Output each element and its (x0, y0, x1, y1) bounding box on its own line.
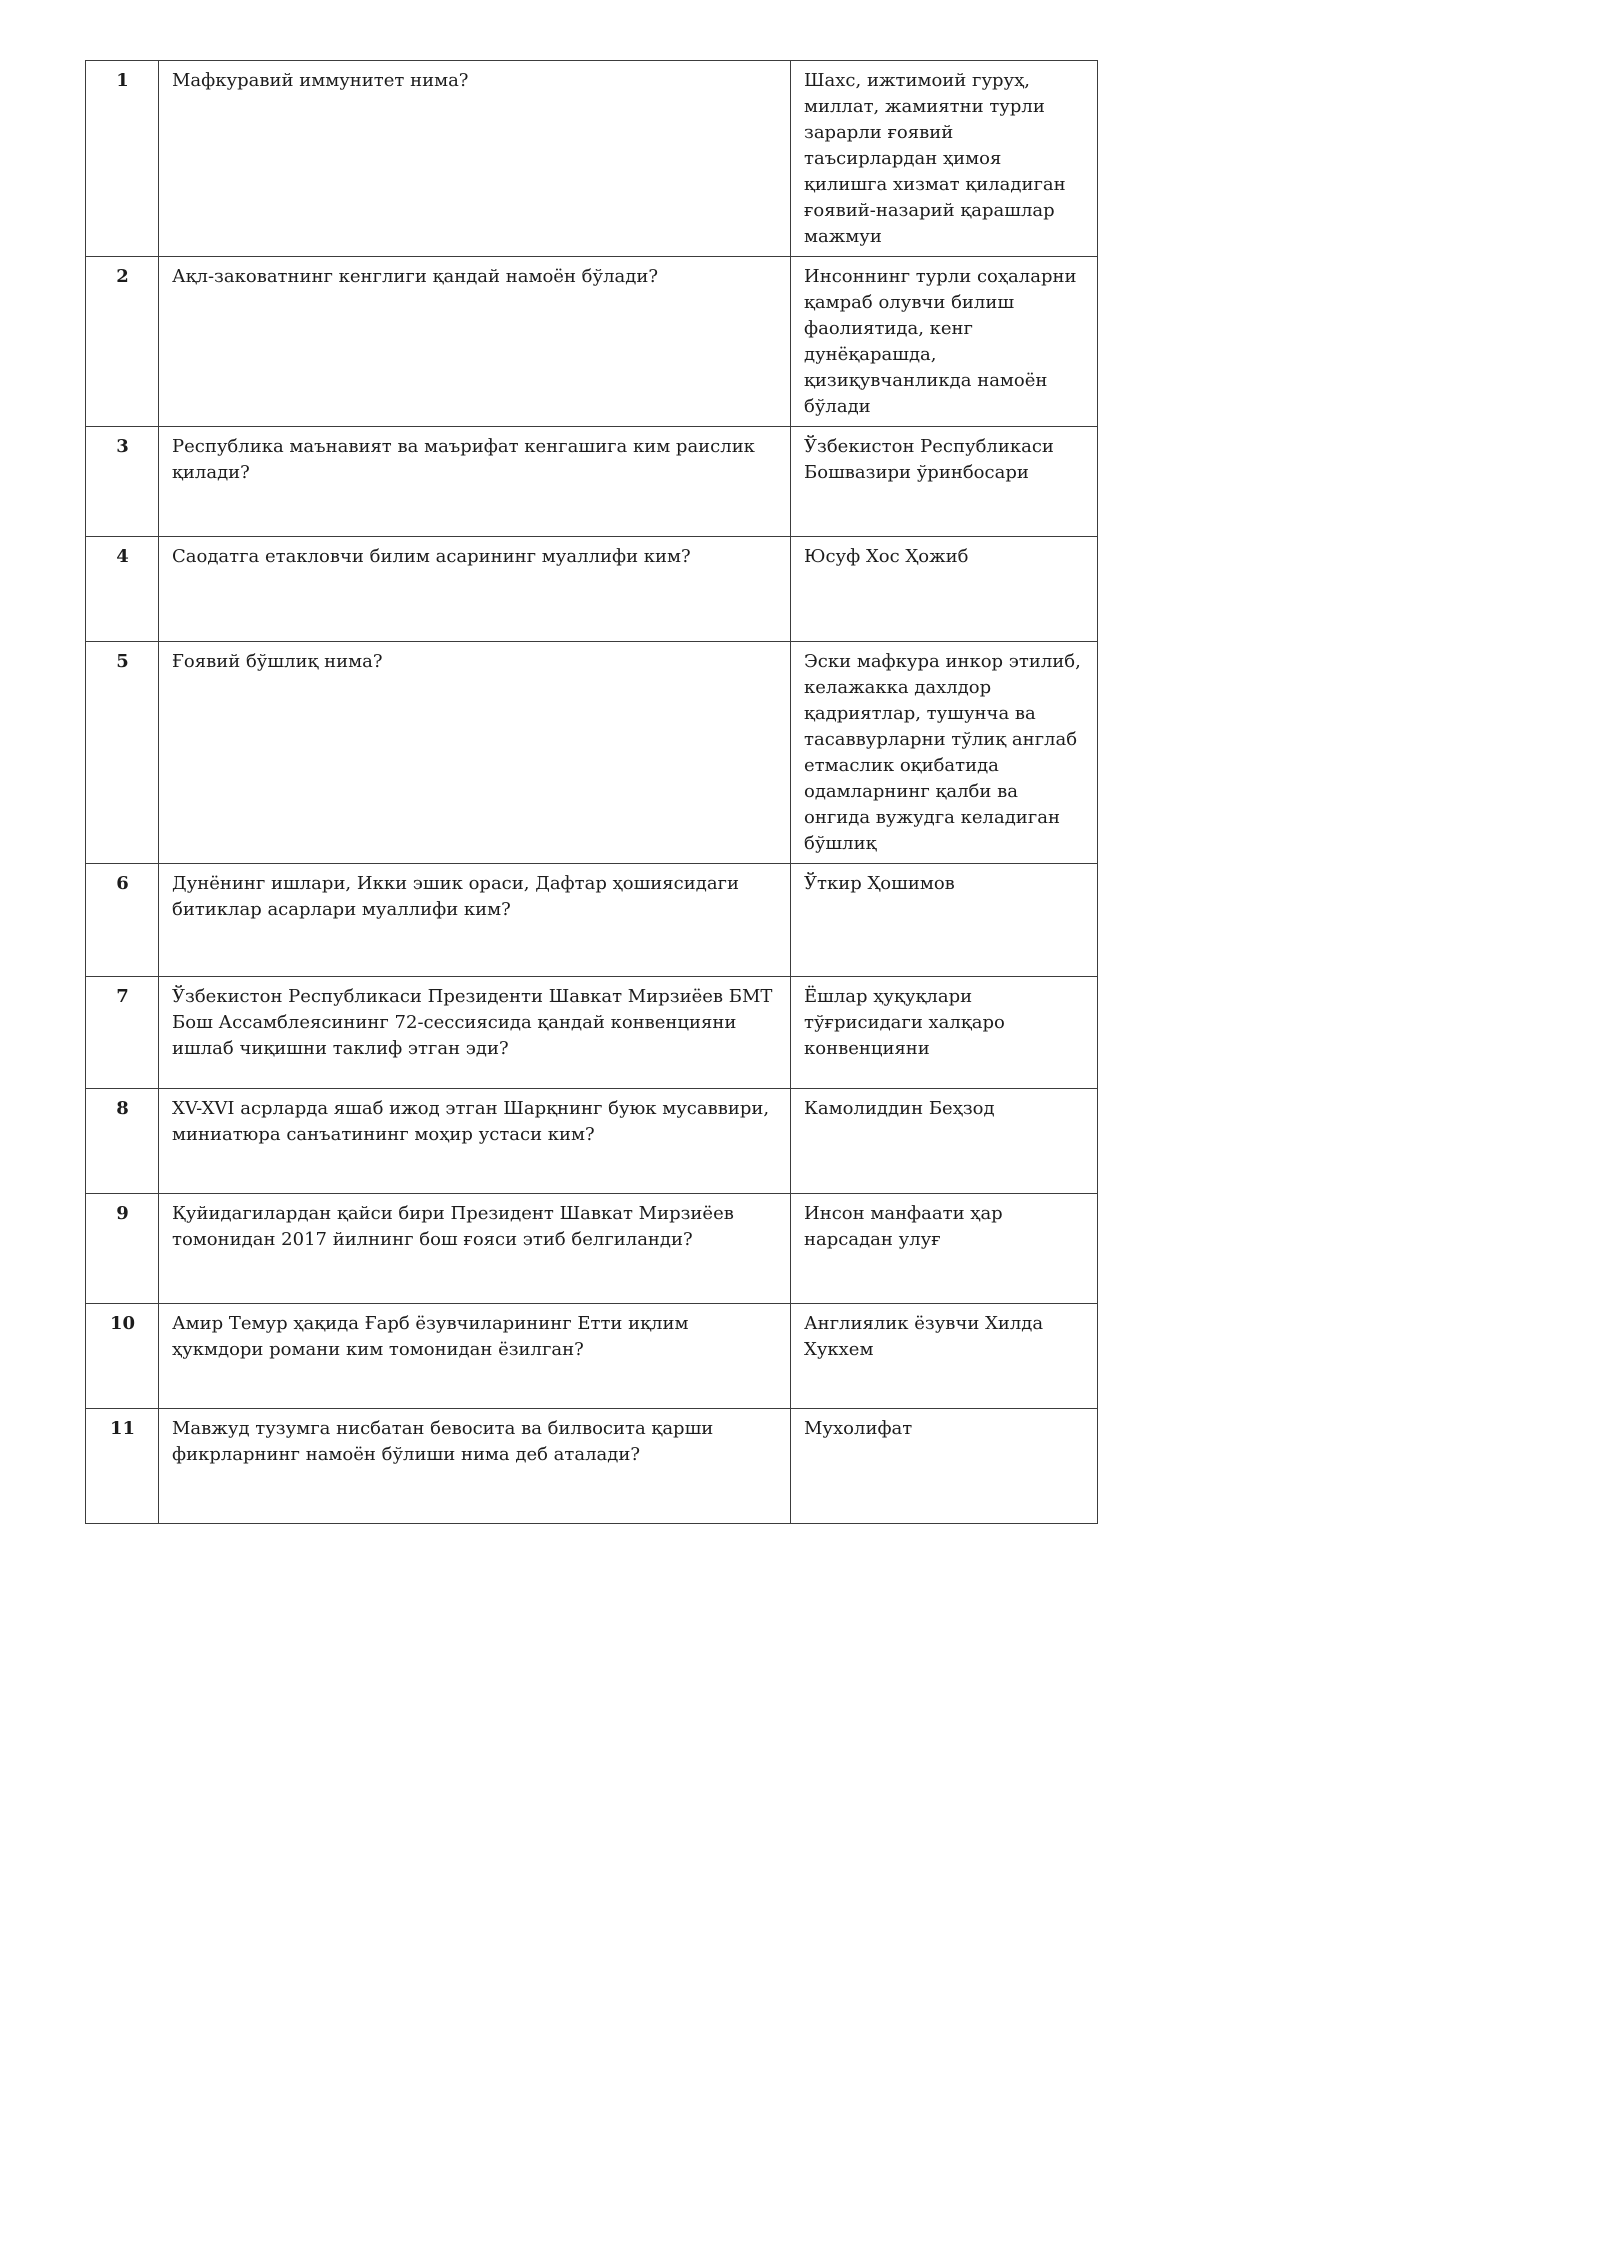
table-row (86, 1089, 1098, 1194)
table-row (86, 427, 1098, 537)
question-cell: Амир Темур ҳақида Ғарб ёзувчиларининг Етти иқлим ҳукмдори романи ким томонидан ёзилган? (159, 1304, 791, 1409)
answer-cell: Инсон манфаати ҳар нарсадан улуғ (791, 1194, 1098, 1304)
row-number-cell: 3 (86, 427, 159, 537)
answer-cell: Камолиддин Беҳзод (791, 1089, 1098, 1194)
question-cell: Ғоявий бўшлиқ нима? (159, 642, 791, 864)
question-cell: Ақл-заковатнинг кенглиги қандай намоён бўлади? (159, 257, 791, 427)
table-row (86, 977, 1098, 1089)
row-number-cell: 10 (86, 1304, 159, 1409)
row-number-cell: 5 (86, 642, 159, 864)
question-cell: Мафкуравий иммунитет нима? (159, 61, 791, 257)
table-row (86, 537, 1098, 642)
row-number-cell: 4 (86, 537, 159, 642)
table-row (86, 864, 1098, 977)
question-cell: Дунёнинг ишлари, Икки эшик ораси, Дафтар ҳошиясидаги битиклар асарлари муаллифи ким? (159, 864, 791, 977)
answer-cell: Ўзбекистон Республикаси Бошвазири ўринбосари (791, 427, 1098, 537)
answer-cell: Мухолифат (791, 1409, 1098, 1524)
question-cell: Мавжуд тузумга нисбатан бевосита ва билвосита қарши фикрларнинг намоён бўлиши нима деб аталади? (159, 1409, 791, 1524)
question-answer-table (85, 60, 1098, 1524)
question-cell: Ўзбекистон Республикаси Президенти Шавкат Мирзиёев БМТ Бош Ассамблеясининг 72-сессиясида қандай конвенцияни ишлаб чиқишни таклиф этган эди? (159, 977, 791, 1089)
table-row (86, 1409, 1098, 1524)
table-row (86, 257, 1098, 427)
row-number-cell: 11 (86, 1409, 159, 1524)
answer-cell: Ёшлар ҳуқуқлари тўғрисидаги халқаро конвенцияни (791, 977, 1098, 1089)
question-cell: Саодатга етакловчи билим асарининг муаллифи ким? (159, 537, 791, 642)
row-number-cell: 1 (86, 61, 159, 257)
question-cell: Республика маънавият ва маърифат кенгашига ким раислик қилади? (159, 427, 791, 537)
answer-cell: Эски мафкура инкор этилиб, келажакка дахлдор қадриятлар, тушунча ва тасаввурларни тўлиқ англаб етмаслик оқибатида одамларнинг қалби ва онгида вужудга келадиган бўшлиқ (791, 642, 1098, 864)
answer-cell: Юсуф Хос Ҳожиб (791, 537, 1098, 642)
table-row (86, 642, 1098, 864)
answer-cell: Ўткир Ҳошимов (791, 864, 1098, 977)
row-number-cell: 8 (86, 1089, 159, 1194)
row-number-cell: 2 (86, 257, 159, 427)
row-number-cell: 6 (86, 864, 159, 977)
row-number-cell: 7 (86, 977, 159, 1089)
question-cell: XV-XVI асрларда яшаб ижод этган Шарқнинг буюк мусаввири, миниатюра санъатининг моҳир устаси ким? (159, 1089, 791, 1194)
answer-cell: Шахс, ижтимоий гуруҳ, миллат, жамиятни турли зарарли ғоявий таъсирлардан ҳимоя қилишга хизмат қиладиган ғоявий-назарий қарашлар мажмуи (791, 61, 1098, 257)
table-row (86, 1304, 1098, 1409)
answer-cell: Инсоннинг турли соҳаларни қамраб олувчи билиш фаолиятида, кенг дунёқарашда, қизиқувчанликда намоён бўлади (791, 257, 1098, 427)
table-row (86, 1194, 1098, 1304)
row-number-cell: 9 (86, 1194, 159, 1304)
table-row (86, 61, 1098, 257)
answer-cell: Англиялик ёзувчи Хилда Хукхем (791, 1304, 1098, 1409)
question-cell: Қуйидагилардан қайси бири Президент Шавкат Мирзиёев томонидан 2017 йилнинг бош ғояси этиб белгиланди? (159, 1194, 791, 1304)
